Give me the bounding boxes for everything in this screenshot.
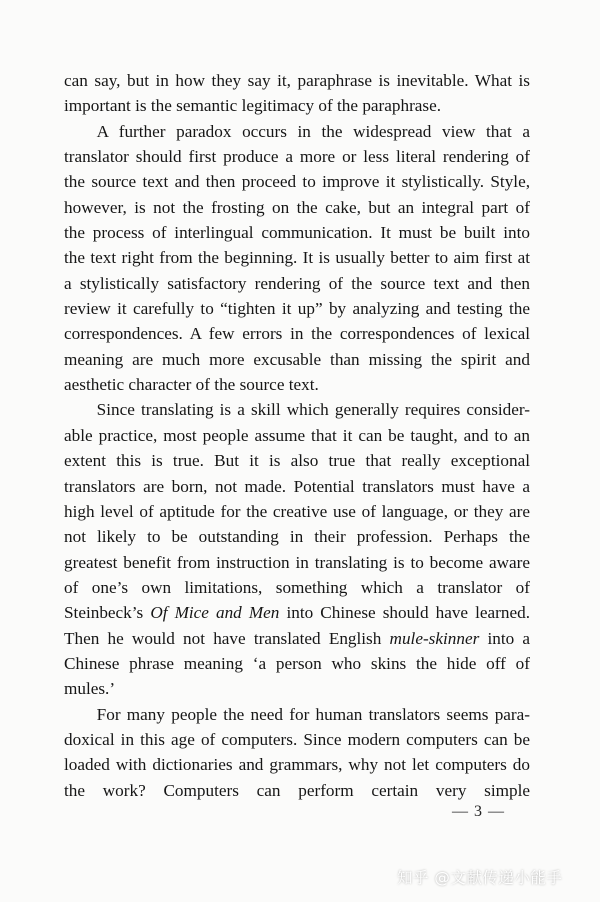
text-line: Chinese phrase meaning ‘a person who skins the hide off of xyxy=(64,653,530,673)
text-line: review it carefully to “tighten it up” by analyzing and testing the xyxy=(64,299,530,319)
text-line: not likely to be outstanding in their profession. Perhaps the xyxy=(64,527,530,547)
text-line: of one’s own limitations, something which a translator of xyxy=(64,577,530,597)
text-run: Then he would not have translated English xyxy=(64,628,390,648)
text-line: extent this is true. But it is also true that really exceptional xyxy=(64,451,530,471)
text-line: Since translating is a skill which generally requires consider- xyxy=(96,400,530,420)
text-line: high level of aptitude for the creative use of language, or they are xyxy=(64,501,530,521)
text-line: meaning are much more excusable than missing the spirit and xyxy=(64,349,530,369)
text-line: loaded with dictionaries and grammars, why not let computers do xyxy=(64,755,530,775)
text-line: can say, but in how they say it, paraphrase is inevitable. What is xyxy=(64,71,530,90)
paragraph-4 xyxy=(64,702,530,803)
text-line: translators are born, not made. Potential translators must have a xyxy=(64,476,530,496)
paragraph-3 xyxy=(64,397,530,701)
text-line: the source text and then proceed to improve it stylistically. Style, xyxy=(64,172,530,192)
text-line: the text right from the beginning. It is usually better to aim first at xyxy=(64,248,530,268)
text-run: into a xyxy=(479,628,530,648)
text-line: greatest benefit from instruction in translating is to become aware xyxy=(64,552,530,572)
text-line: important is the semantic legitimacy of the paraphrase. xyxy=(64,96,442,116)
text-line: doxical in this age of computers. Since modern computers can be xyxy=(64,729,530,749)
text-line: translator should first produce a more or less literal rendering of xyxy=(64,147,530,167)
text-line xyxy=(64,626,530,651)
book-title: Of Mice and Men xyxy=(150,603,280,623)
italic-term: mule-skinner xyxy=(389,628,480,648)
text-run: Steinbeck’s xyxy=(64,603,151,623)
text-line: correspondences. A few errors in the correspondences of lexical xyxy=(64,324,530,344)
text-line: however, is not the frosting on the cake, but an integral part of xyxy=(64,197,530,217)
text-line: A further paradox occurs in the widespread view that a xyxy=(96,121,530,141)
text-run: into Chinese should have learned. xyxy=(279,603,531,623)
paragraph-2 xyxy=(64,119,530,398)
text-line: mules.’ xyxy=(64,679,116,699)
text-line: able practice, most people assume that it can be taught, and to an xyxy=(64,425,530,445)
text-line xyxy=(64,600,530,625)
paragraph-1 xyxy=(64,68,530,119)
text-line: a stylistically satisfactory rendering of the source text and then xyxy=(64,273,530,293)
watermark: 知乎 @文献传递小能手 xyxy=(397,869,563,887)
text-line: For many people the need for human translators seems para- xyxy=(96,704,530,724)
text-line: the process of interlingual communication. It must be built into xyxy=(64,223,530,243)
text-line: the work? Computers can perform certain very simple xyxy=(64,780,530,800)
document-page xyxy=(64,68,530,803)
text-line: aesthetic character of the source text. xyxy=(64,375,319,395)
page-number: — 3 — xyxy=(452,803,505,820)
